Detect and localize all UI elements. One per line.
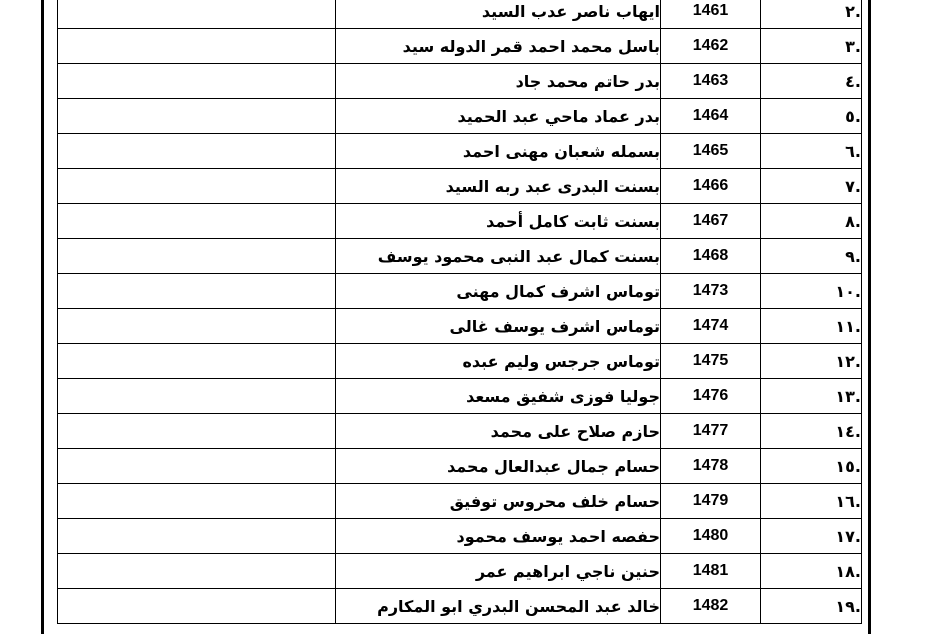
empty-cell xyxy=(58,519,336,554)
empty-cell xyxy=(58,449,336,484)
row-number-cell: .١٨ xyxy=(761,554,862,589)
student-code-cell: 1474 xyxy=(661,309,761,344)
student-name-cell: حفصه احمد يوسف محمود xyxy=(336,519,661,554)
empty-cell xyxy=(58,204,336,239)
table-row xyxy=(58,449,862,484)
student-name-cell: بسمله شعبان مهنى احمد xyxy=(336,134,661,169)
table-row xyxy=(58,239,862,274)
empty-cell xyxy=(58,589,336,624)
student-name-cell: حسام خلف محروس توفيق xyxy=(336,484,661,519)
empty-cell xyxy=(58,169,336,204)
student-name-cell: جوليا فوزى شفيق مسعد xyxy=(336,379,661,414)
empty-cell xyxy=(58,344,336,379)
student-code-cell: 1477 xyxy=(661,414,761,449)
empty-cell xyxy=(58,239,336,274)
table-row xyxy=(58,99,862,134)
empty-cell xyxy=(58,64,336,99)
row-number-cell: .٧ xyxy=(761,169,862,204)
table-row xyxy=(58,379,862,414)
student-code-cell: 1476 xyxy=(661,379,761,414)
empty-cell xyxy=(58,0,336,29)
student-name-cell: بسنت البدرى عبد ربه السيد xyxy=(336,169,661,204)
empty-cell xyxy=(58,99,336,134)
empty-cell xyxy=(58,29,336,64)
table-row xyxy=(58,414,862,449)
table-row xyxy=(58,344,862,379)
student-code-cell: 1473 xyxy=(661,274,761,309)
row-number-cell: .٩ xyxy=(761,239,862,274)
student-name-cell: بسنت ثابت كامل أحمد xyxy=(336,204,661,239)
student-code-cell: 1475 xyxy=(661,344,761,379)
student-name-cell: حنين ناجي ابراهيم عمر xyxy=(336,554,661,589)
student-name-cell: باسل محمد احمد قمر الدوله سيد xyxy=(336,29,661,64)
table-row xyxy=(58,0,862,29)
row-number-cell: .٦ xyxy=(761,134,862,169)
student-roster-table xyxy=(57,0,862,624)
table-row xyxy=(58,169,862,204)
roster-body xyxy=(58,0,862,624)
student-name-cell: توماس اشرف يوسف غالى xyxy=(336,309,661,344)
row-number-cell: .١٠ xyxy=(761,274,862,309)
row-number-cell: .١٥ xyxy=(761,449,862,484)
row-number-cell: .٣ xyxy=(761,29,862,64)
row-number-cell: .١٢ xyxy=(761,344,862,379)
student-name-cell: ايهاب ناصر عدب السيد xyxy=(336,0,661,29)
row-number-cell: .٤ xyxy=(761,64,862,99)
student-name-cell: خالد عبد المحسن البدري ابو المكارم xyxy=(336,589,661,624)
student-name-cell: حسام جمال عبدالعال محمد xyxy=(336,449,661,484)
row-number-cell: .١٧ xyxy=(761,519,862,554)
student-name-cell: بسنت كمال عبد النبى محمود يوسف xyxy=(336,239,661,274)
empty-cell xyxy=(58,274,336,309)
row-number-cell: .١١ xyxy=(761,309,862,344)
empty-cell xyxy=(58,134,336,169)
student-code-cell: 1481 xyxy=(661,554,761,589)
student-code-cell: 1465 xyxy=(661,134,761,169)
row-number-cell: .١٣ xyxy=(761,379,862,414)
table-row xyxy=(58,64,862,99)
table-row xyxy=(58,519,862,554)
student-name-cell: توماس جرجس وليم عبده xyxy=(336,344,661,379)
student-code-cell: 1482 xyxy=(661,589,761,624)
empty-cell xyxy=(58,414,336,449)
empty-cell xyxy=(58,379,336,414)
student-code-cell: 1463 xyxy=(661,64,761,99)
student-code-cell: 1464 xyxy=(661,99,761,134)
table-row xyxy=(58,309,862,344)
student-code-cell: 1467 xyxy=(661,204,761,239)
student-code-cell: 1462 xyxy=(661,29,761,64)
student-code-cell: 1478 xyxy=(661,449,761,484)
table-row xyxy=(58,554,862,589)
row-number-cell: .١٩ xyxy=(761,589,862,624)
row-number-cell: .٢ xyxy=(761,0,862,29)
student-name-cell: بدر حاتم محمد جاد xyxy=(336,64,661,99)
empty-cell xyxy=(58,484,336,519)
student-name-cell: بدر عماد ماحي عبد الحميد xyxy=(336,99,661,134)
table-row xyxy=(58,274,862,309)
table-row xyxy=(58,204,862,239)
row-number-cell: .٨ xyxy=(761,204,862,239)
student-code-cell: 1466 xyxy=(661,169,761,204)
student-code-cell: 1479 xyxy=(661,484,761,519)
student-name-cell: حازم صلاح على محمد xyxy=(336,414,661,449)
empty-cell xyxy=(58,309,336,344)
table-row xyxy=(58,29,862,64)
table-row xyxy=(58,589,862,624)
row-number-cell: .١٦ xyxy=(761,484,862,519)
empty-cell xyxy=(58,554,336,589)
student-name-cell: توماس اشرف كمال مهنى xyxy=(336,274,661,309)
table-row xyxy=(58,484,862,519)
student-code-cell: 1480 xyxy=(661,519,761,554)
table-row xyxy=(58,134,862,169)
row-number-cell: .٥ xyxy=(761,99,862,134)
student-code-cell: 1468 xyxy=(661,239,761,274)
student-code-cell: 1461 xyxy=(661,0,761,29)
row-number-cell: .١٤ xyxy=(761,414,862,449)
